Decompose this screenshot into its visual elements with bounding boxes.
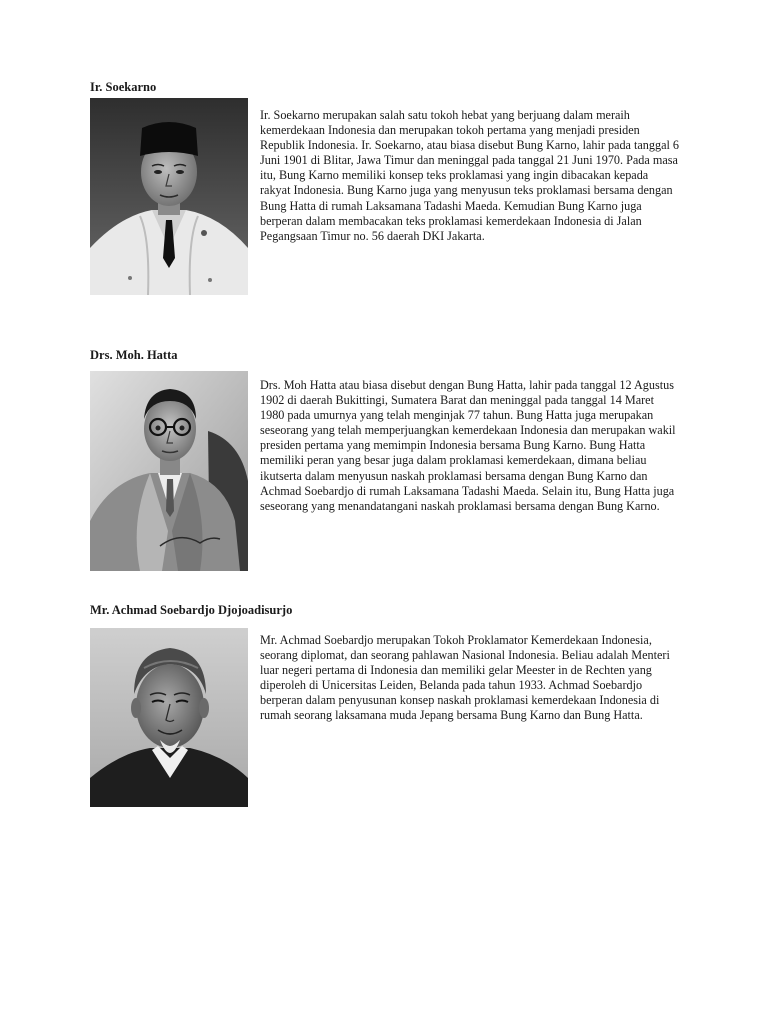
photo-hatta (90, 371, 248, 571)
photo-soekarno (90, 98, 248, 295)
heading-soekarno: Ir. Soekarno (90, 80, 157, 94)
heading-soebardjo: Mr. Achmad Soebardjo Djojoadisurjo (90, 603, 293, 617)
bio-soebardjo: Mr. Achmad Soebardjo merupakan Tokoh Proklamator Kemerdekaan Indonesia, seorang diplomat, dan seorang pahlawan Nasional Indonesia. Beliau adalah Menteri luar negeri pertama di Indonesia dan memiliki gelar Meester in de Rechten yang diperoleh di Unicersitas Leiden, Belanda pada tahun 1933. Achmad Soebardjo berperan dalam penyusunan konsep naskah proklamasi kemerdekaan Indonesia di rumah seorang laksamana muda Jepang bersama Bung Karno dan Bung Hatta. (260, 633, 670, 723)
photo-soebardjo (90, 628, 248, 807)
bio-hatta: Drs. Moh Hatta atau biasa disebut dengan Bung Hatta, lahir pada tanggal 12 Agustus 1902 di daerah Bukittingi, Sumatera Barat dan meninggal pada tanggal 14 Maret 1980 pada umurnya yang telah menginjak 77 tahun. Bung Hatta juga merupakan seseorang yang telah memperjuangkan kemerdekaan Indonesia dan merupakan wakil presiden pertama yang memimpin Indonesia bersama Bung Karno. Bung Hatta memiliki peran yang besar juga dalam proklamasi kemerdekaan, dimana beliau ikutserta dalam menyusun naskah proklamasi bersama dengan Bung Karno dan Achmad Soebardjo di rumah Laksamana Tadashi Maeda. Selain itu, Bung Hatta juga seseorang yang menandatangani naskah proklamasi bersama dengan Bung Karno. (260, 378, 676, 513)
bio-soekarno: Ir. Soekarno merupakan salah satu tokoh hebat yang berjuang dalam meraih kemerdekaan Indonesia dan merupakan tokoh pertama yang menjadi presiden Republik Indonesia. Ir. Soekarno, atau biasa disebut Bung Karno, lahir pada tanggal 6 Juni 1901 di Blitar, Jawa Timur dan meninggal pada tanggal 21 Juni 1970. Pada masa itu, Bung Karno memiliki konsep teks proklamasi yang ingin dibacakan kepada rakyat Indonesia. Bung Karno juga yang menyusun teks proklamasi bersama dengan Bung Hatta di rumah Laksamana Tadashi Maeda. Kemudian Bung Karno juga berperan dalam membacakan teks proklamasi kemerdekaan Indonesia di Jalan Pegangsaan Timur no. 56 daerah DKI Jakarta. (260, 108, 680, 243)
heading-hatta: Drs. Moh. Hatta (90, 348, 178, 362)
